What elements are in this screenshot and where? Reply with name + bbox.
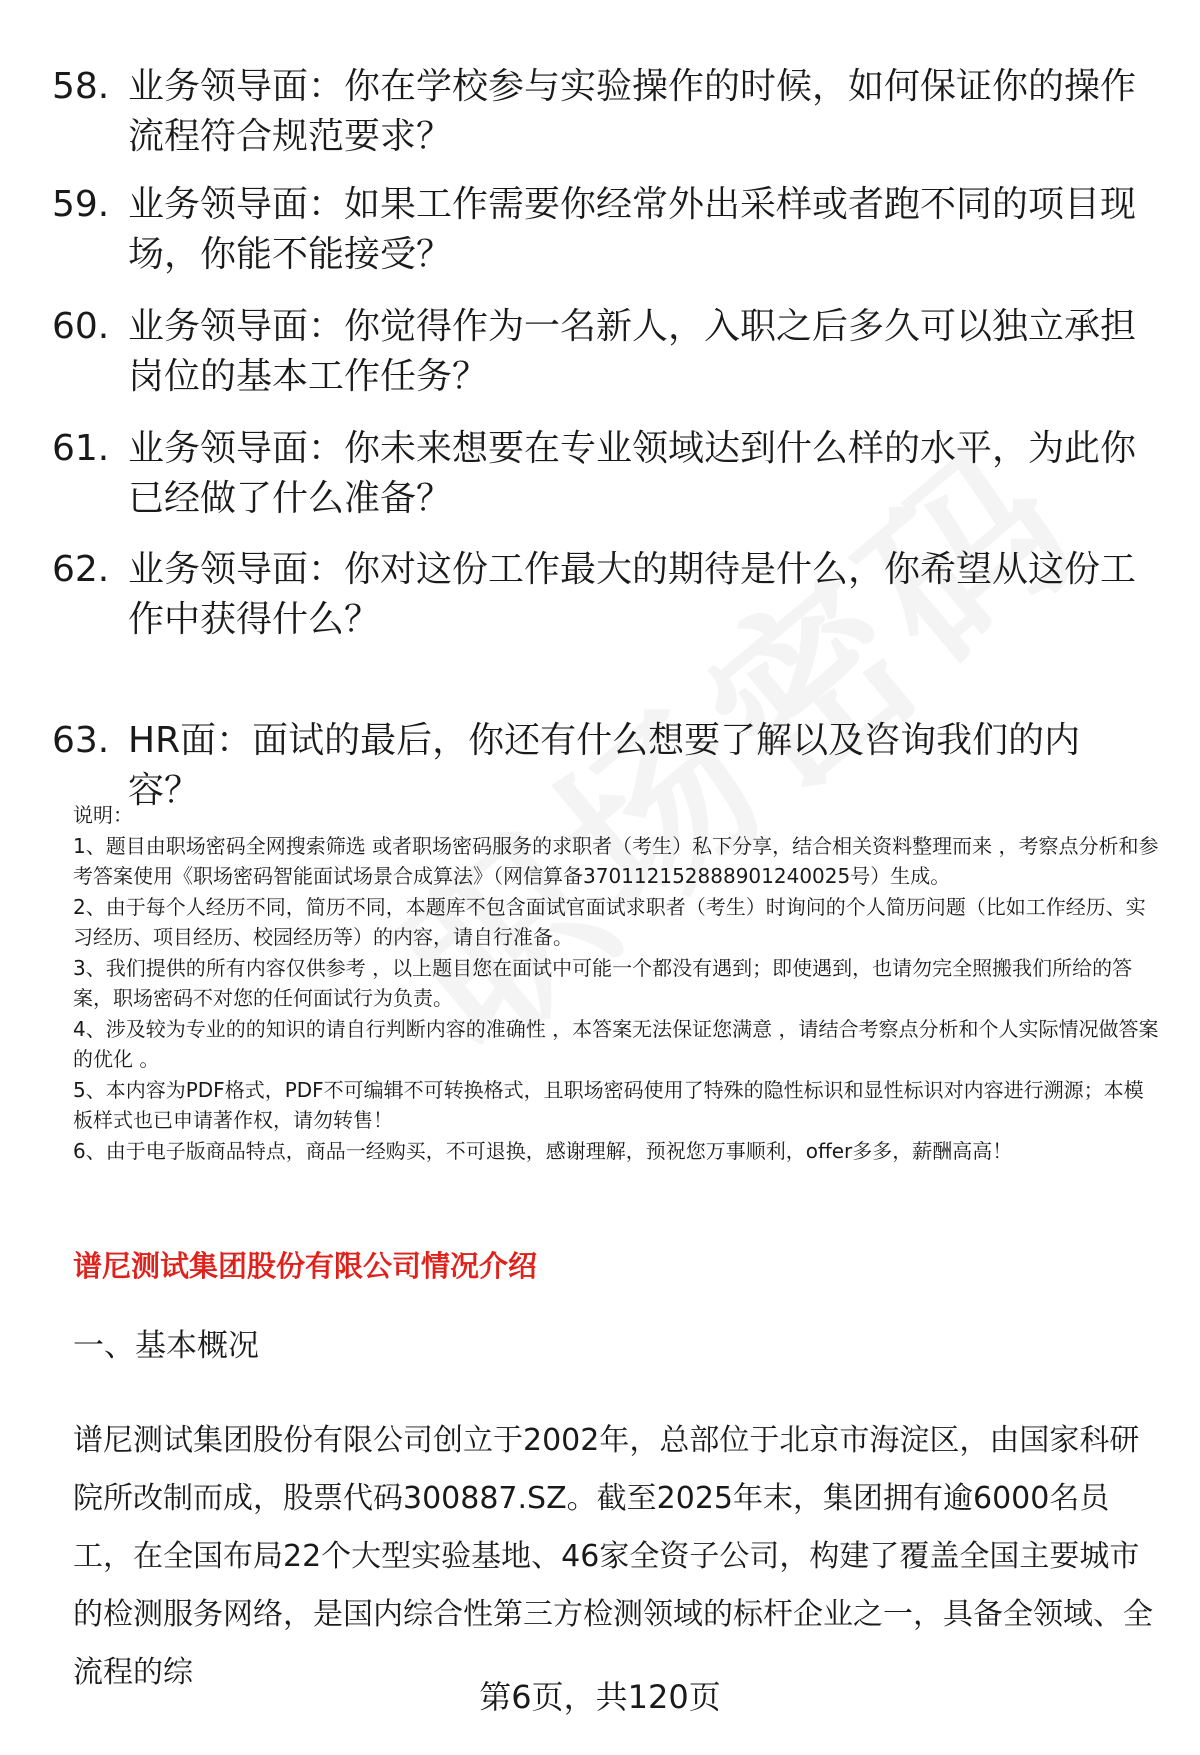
question-text: 业务领导面：如果工作需要你经常外出采样或者跑不同的项目现场，你能不能接受？: [128, 184, 1137, 275]
question-number: 59.: [52, 184, 110, 225]
question-text: 业务领导面：你对这份工作最大的期待是什么，你希望从这份工作中获得什么？: [128, 549, 1137, 640]
question-item: [52, 302, 1142, 402]
note-item: 1、题目由职场密码全网搜索筛选 或者职场密码服务的求职者（考生）私下分享，结合相关资料整理而来 ，考察点分析和参考答案使用《职场密码智能面试场景合成算法》（网信算备370112152888901240025号）生成。: [73, 833, 1159, 888]
note-item: 5、本内容为PDF格式，PDF不可编辑不可转换格式，且职场密码使用了特殊的隐性标识和显性标识对内容进行溯源；本模板样式也已申请著作权，请勿转售！: [73, 1077, 1144, 1132]
page-footer: 第6页，共120页: [479, 1678, 721, 1716]
question-item: [52, 424, 1142, 524]
disclaimer-notes: [73, 800, 1163, 1166]
note-item: 3、我们提供的所有内容仅供参考 ，以上题目您在面试中可能一个都没有遇到；即使遇到，也请勿完全照搬我们所给的答案，职场密码不对您的任何面试行为负责。: [73, 955, 1133, 1010]
question-number: 60.: [52, 306, 110, 347]
company-title: 谱尼测试集团股份有限公司情况介绍: [73, 1249, 538, 1283]
question-item: [52, 180, 1142, 280]
question-number: 63.: [52, 720, 110, 761]
question-item: [52, 62, 1142, 162]
note-item: 6、由于电子版商品特点，商品一经购买，不可退换，感谢理解，预祝您万事顺利，offer多多，薪酬高高！: [73, 1138, 1013, 1163]
question-text: 业务领导面：你在学校参与实验操作的时候，如何保证你的操作流程符合规范要求？: [128, 66, 1137, 157]
note-item: 2、由于每个人经历不同，简历不同，本题库不包含面试官面试求职者（考生）时询问的个人简历问题（比如工作经历、实习经历、项目经历、校园经历等）的内容，请自行准备。: [73, 894, 1146, 949]
question-number: 58.: [52, 66, 110, 107]
question-number: 61.: [52, 428, 110, 469]
question-text: 业务领导面：你未来想要在专业领域达到什么样的水平，为此你已经做了什么准备？: [128, 428, 1137, 519]
question-item: [52, 545, 1142, 645]
question-text: 业务领导面：你觉得作为一名新人，入职之后多久可以独立承担岗位的基本工作任务？: [128, 306, 1137, 397]
notes-heading: 说明：: [73, 803, 133, 827]
note-item: 4、涉及较为专业的的知识的请自行判断内容的准确性 ，本答案无法保证您满意 ，请结合考察点分析和个人实际情况做答案的优化 。: [73, 1016, 1159, 1071]
company-paragraph: 谱尼测试集团股份有限公司创立于2002年，总部位于北京市海淀区，由国家科研院所改制而成，股票代码300887.SZ。截至2025年末，集团拥有逾6000名员工，在全国布局22个大型实验基地、46家全资子公司，构建了覆盖全国主要城市的检测服务网络，是国内综合性第三方检测领域的标杆企业之一，具备全领域、全流程的综: [73, 1423, 1153, 1690]
section-heading: 一、基本概况: [73, 1328, 259, 1364]
question-number: 62.: [52, 549, 110, 590]
question-text: HR面：面试的最后，你还有什么想要了解以及咨询我们的内容？: [128, 720, 1081, 811]
